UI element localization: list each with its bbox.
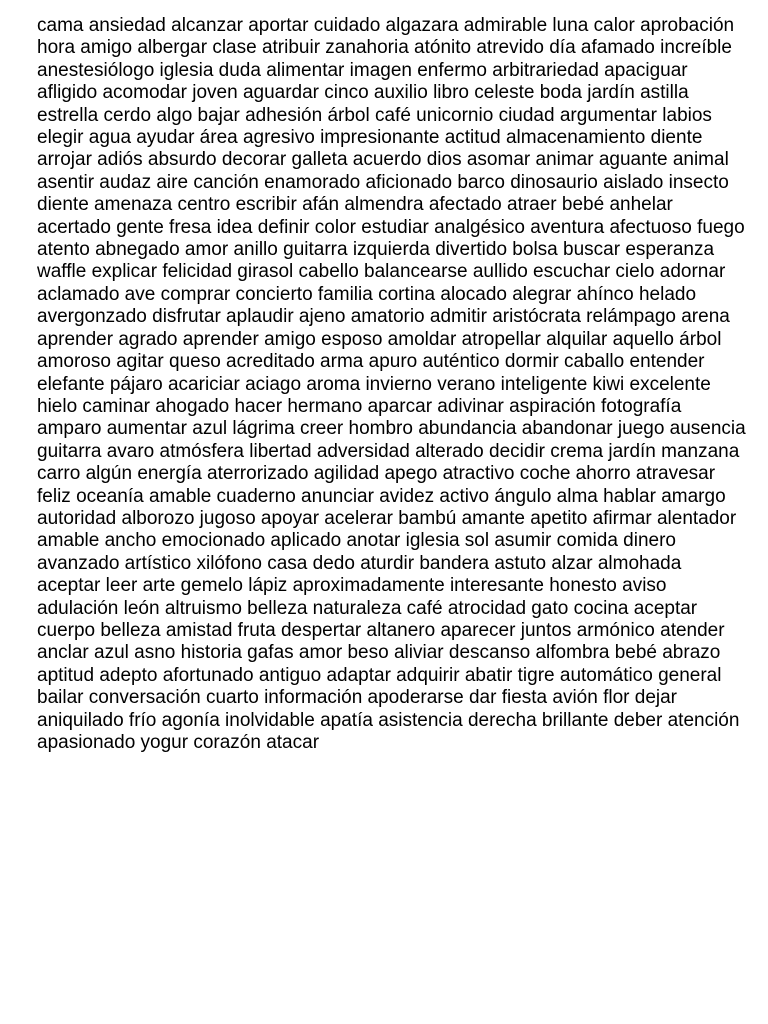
text-line: anclar azul asno historia gafas amor beso aliviar descanso alfombra bebé abrazo: [37, 642, 721, 664]
text-line: avergonzado disfrutar aplaudir ajeno amatorio admitir aristócrata relámpago arena: [37, 306, 730, 328]
text-line: avanzado artístico xilófono casa dedo aturdir bandera astuto alzar almohada: [37, 552, 682, 574]
text-line: acertado gente fresa idea definir color estudiar analgésico aventura afectuoso fuego: [37, 216, 745, 238]
word-list-paragraph: [37, 15, 768, 754]
text-line: aclamado ave comprar concierto familia cortina alocado alegrar ahínco helado: [37, 283, 697, 305]
text-line: aniquilado frío agonía inolvidable apatía asistencia derecha brillante deber atención: [37, 709, 740, 731]
text-line: elegir agua ayudar área agresivo impresionante actitud almacenamiento diente: [37, 127, 703, 149]
text-line: afligido acomodar joven aguardar cinco auxilio libro celeste boda jardín astilla: [37, 82, 689, 104]
text-line: aprender agrado aprender amigo esposo amoldar atropellar alquilar aquello árbol: [37, 328, 722, 350]
text-line: amable ancho emocionado aplicado anotar iglesia sol asumir comida dinero: [37, 530, 676, 552]
text-line: apasionado yogur corazón atacar: [37, 732, 320, 753]
text-line: aptitud adepto afortunado antiguo adaptar adquirir abatir tigre automático general: [37, 664, 722, 686]
text-line: anestesiólogo iglesia duda alimentar imagen enfermo arbitrariedad apaciguar: [37, 59, 688, 81]
text-line: amparo aumentar azul lágrima creer hombro abundancia abandonar juego ausencia: [37, 418, 746, 440]
text-line: guitarra avaro atmósfera libertad adversidad alterado decidir crema jardín manzana: [37, 440, 740, 462]
text-line: bailar conversación cuarto información apoderarse dar fiesta avión flor dejar: [37, 687, 678, 709]
text-line: elefante pájaro acariciar aciago aroma invierno verano inteligente kiwi excelente: [37, 373, 711, 395]
text-line: feliz oceanía amable cuaderno anunciar avidez activo ángulo alma hablar amargo: [37, 485, 726, 507]
text-line: hora amigo albergar clase atribuir zanahoria atónito atrevido día afamado increíble: [37, 37, 732, 59]
text-line: waffle explicar felicidad girasol cabello balancearse aullido escuchar cielo adornar: [37, 261, 726, 283]
text-line: atento abnegado amor anillo guitarra izquierda divertido bolsa buscar esperanza: [37, 239, 715, 261]
text-line: aceptar leer arte gemelo lápiz aproximadamente interesante honesto aviso: [37, 575, 667, 597]
text-line: asentir audaz aire canción enamorado aficionado barco dinosaurio aislado insecto: [37, 171, 729, 193]
text-line: adulación león altruismo belleza naturaleza café atrocidad gato cocina aceptar: [37, 597, 698, 619]
text-line: cama ansiedad alcanzar aportar cuidado algazara admirable luna calor aprobación: [37, 15, 735, 36]
text-line: estrella cerdo algo bajar adhesión árbol café unicornio ciudad argumentar labios: [37, 104, 712, 126]
text-line: arrojar adiós absurdo decorar galleta acuerdo dios asomar animar aguante animal: [37, 149, 729, 171]
text-line: hielo caminar ahogado hacer hermano aparcar adivinar aspiración fotografía: [37, 395, 682, 417]
text-line: autoridad alborozo jugoso apoyar acelerar bambú amante apetito afirmar alentador: [37, 507, 737, 529]
text-line: diente amenaza centro escribir afán almendra afectado atraer bebé anhelar: [37, 194, 673, 216]
text-line: carro algún energía aterrorizado agilidad apego atractivo coche ahorro atravesar: [37, 463, 716, 485]
text-line: cuerpo belleza amistad fruta despertar altanero aparecer juntos armónico atender: [37, 619, 725, 641]
text-line: amoroso agitar queso acreditado arma apuro auténtico dormir caballo entender: [37, 351, 705, 373]
